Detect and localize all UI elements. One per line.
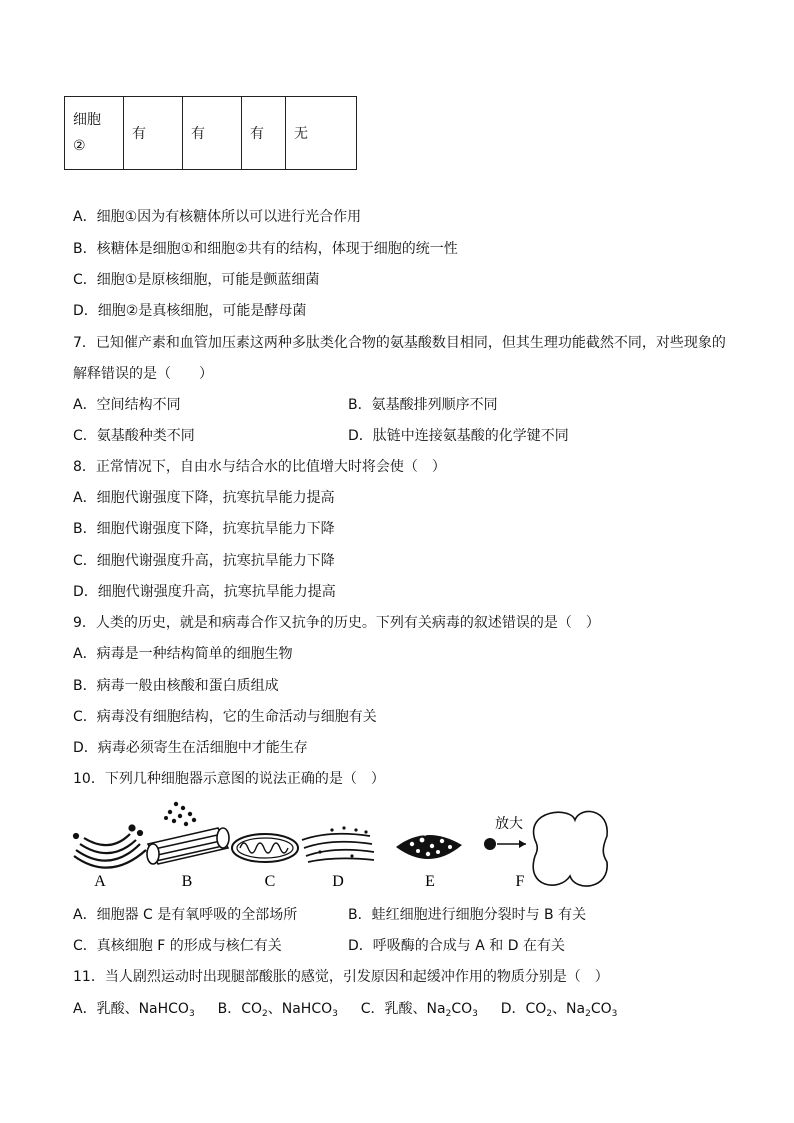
chloroplast-icon xyxy=(396,832,462,859)
q7-option-b: B．氨基酸排列顺序不同 xyxy=(348,397,498,413)
endoplasmic-reticulum-icon xyxy=(302,826,374,862)
q8-option-d: D．细胞代谢强度升高，抗寒抗旱能力提高 xyxy=(73,584,336,600)
table-cell: 有 xyxy=(183,97,242,170)
figure-label-d: D xyxy=(332,873,344,890)
table-row xyxy=(65,97,357,170)
q7-stem-line1: 7．已知催产素和血管加压素这两种多肽类化合物的氨基酸数目相同，但其生理功能截然不同，对些现象的 xyxy=(73,335,726,351)
q11-option-b: B．$CO_2$、NaHCO$_3$ xyxy=(217,1001,338,1019)
figure-label-a: A xyxy=(94,873,106,890)
cell-name-line2: ② xyxy=(73,138,86,154)
q6-option-c: C．细胞①是原核细胞，可能是颤蓝细菌 xyxy=(73,272,320,288)
q7-option-d: D．肽链中连接氨基酸的化学键不同 xyxy=(348,428,569,444)
q10-option-b: B．蛙红细胞进行细胞分裂时与 B 有关 xyxy=(348,907,587,923)
q7-stem-line2: 解释错误的是（ ） xyxy=(73,366,213,382)
q6-option-d: D．细胞②是真核细胞，可能是酵母菌 xyxy=(73,303,307,319)
q9-option-d: D．病毒必须寄生在活细胞中才能生存 xyxy=(73,740,308,756)
figure-label-b: B xyxy=(181,873,193,890)
q7-option-c: C．氨基酸种类不同 xyxy=(73,428,195,444)
cell-comparison-table xyxy=(64,96,357,170)
golgi-apparatus-icon xyxy=(74,826,146,868)
q10-option-a: A．细胞器 C 是有氧呼吸的全部场所 xyxy=(73,907,298,923)
q8-option-a: A．细胞代谢强度下降，抗寒抗旱能力提高 xyxy=(73,490,335,506)
q9-option-a: A．病毒是一种结构简单的细胞生物 xyxy=(73,646,293,662)
q11-option-a: A．乳酸、NaHCO$_3$ xyxy=(73,1001,195,1019)
q11-stem: 11．当人剧烈运动时出现腿部酸胀的感觉，引发原因和起缓冲作用的物质分别是（ ） xyxy=(73,969,609,985)
enlarge-label: 放大 xyxy=(495,816,523,832)
q11-option-d: D．$CO_2$、$Na_2CO_3$ xyxy=(500,1001,618,1019)
q8-option-c: C．细胞代谢强度升高，抗寒抗旱能力下降 xyxy=(73,553,335,569)
table-cell: 无 xyxy=(286,97,357,170)
organelle-diagram xyxy=(70,800,630,892)
q7-option-a: A．空间结构不同 xyxy=(73,397,181,413)
q8-stem: 8．正常情况下，自由水与结合水的比值增大时将会使（ ） xyxy=(73,459,446,475)
q8-option-b: B．细胞代谢强度下降，抗寒抗旱能力下降 xyxy=(73,521,335,537)
figure-label-c: C xyxy=(264,873,276,890)
cell-name xyxy=(65,97,124,170)
q11-options xyxy=(73,999,617,1019)
figure-label-f: F xyxy=(515,873,525,890)
q9-option-b: B．病毒一般由核酸和蛋白质组成 xyxy=(73,678,279,694)
centriole-icon xyxy=(147,802,229,864)
cell-name-line1: 细胞 xyxy=(73,112,101,128)
q9-stem: 9．人类的历史，就是和病毒合作又抗争的历史。下列有关病毒的叙述错误的是（ ） xyxy=(73,615,600,631)
q10-stem: 10．下列几种细胞器示意图的说法正确的是（ ） xyxy=(73,771,385,787)
q10-option-c: C．真核细胞 F 的形成与核仁有关 xyxy=(73,938,282,954)
q10-option-d: D．呼吸酶的合成与 A 和 D 在有关 xyxy=(348,938,565,954)
q9-option-c: C．病毒没有细胞结构，它的生命活动与细胞有关 xyxy=(73,709,377,725)
figure-label-e: E xyxy=(425,873,435,890)
table-cell: 有 xyxy=(124,97,183,170)
q6-option-b: B．核糖体是细胞①和细胞②共有的结构，体现于细胞的统一性 xyxy=(73,241,458,257)
q6-option-a: A．细胞①因为有核糖体所以可以进行光合作用 xyxy=(73,209,362,225)
table-cell: 有 xyxy=(242,97,286,170)
q11-option-c: C．乳酸、$Na_2CO_3$ xyxy=(360,1001,478,1019)
mitochondrion-icon xyxy=(232,834,298,862)
